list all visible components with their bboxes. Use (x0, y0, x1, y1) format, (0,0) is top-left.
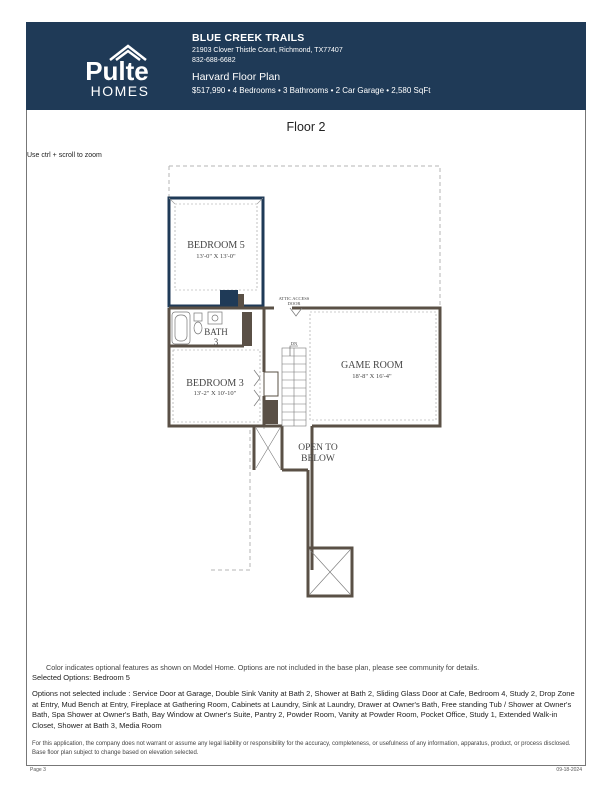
community-address: 21903 Clover Thistle Court, Richmond, TX77407 (192, 47, 343, 54)
logo-wordmark: Pulte (85, 56, 149, 86)
logo-subword: HOMES (90, 83, 150, 99)
plan-specs: $517,990 • 4 Bedrooms • 3 Bathrooms • 2 Car Garage • 2,580 SqFt (192, 86, 431, 95)
legal-disclaimer: For this application, the company does not warrant or assume any legal liability or responsibility for the accuracy, completeness, or usefulness of any information, apparatus, product, or process disclosed. Base floor plan subject to change based on elevation selected. (32, 741, 571, 756)
bath-3-number: 3 (213, 337, 219, 347)
bath-3[interactable] (172, 312, 252, 347)
floor-plan[interactable] (150, 160, 450, 600)
attic-label-1: ATTIC ACCESS (278, 296, 310, 301)
bedroom-5-label: BEDROOM 5 (187, 240, 245, 251)
zoom-hint: Use ctrl + scroll to zoom (27, 152, 102, 159)
game-room-dims: 18'-8" X 16'-4" (352, 373, 392, 380)
plan-name: Harvard Floor Plan (192, 71, 281, 83)
open-below-label-1: OPEN TO (298, 443, 338, 453)
page-number: Page 3 (30, 767, 46, 773)
bedroom-5-dims: 13'-0" X 13'-0" (196, 253, 236, 260)
selected-options: Selected Options: Bedroom 5 (32, 673, 130, 682)
print-date: 09-18-2024 (556, 767, 582, 773)
options-not-selected: Options not selected include : Service Door at Garage, Double Sink Vanity at Bath 2, Shower at Bath 2, Sliding Glass Door at Cafe, Bedroom 4, Study 2, Drop Zone at Entry, Mud Bench at Entry, Fireplace at Gathering Room, Cabinets at Laundry, Sink at Laundry, Drawer at Owner's Bath, Free standing Tub / Shower at Owner's Bath, Spa Shower at Owner's Bath, Bay Window at Owner's Suite, Pantry 2, Powder Room, Vanity at Powder Room, Pocket Office, Study 1, Extended Walk-in Closet, Shower at Bath 3, Media Room (32, 689, 575, 730)
bedroom-3[interactable] (173, 350, 278, 424)
attic-label-2: DOOR (287, 301, 301, 306)
game-room-label: GAME ROOM (341, 360, 403, 371)
open-to-below (256, 428, 350, 594)
floor-title: Floor 2 (286, 120, 326, 134)
bath-3-label: BATH (204, 327, 228, 337)
color-disclaimer: Color indicates optional features as shown on Model Home. Options are not included in the base plan, please see community for details. (46, 663, 480, 672)
staircase[interactable] (282, 341, 306, 426)
attic-access-door[interactable] (279, 296, 310, 316)
community-phone[interactable]: 832-688-6682 (192, 57, 236, 64)
community-name: BLUE CREEK TRAILS (192, 32, 305, 44)
bedroom-5[interactable] (169, 198, 263, 306)
bedroom-3-dims: 13'-2" X 10'-10" (193, 390, 237, 397)
bedroom-5-closet (220, 290, 238, 306)
game-room[interactable] (310, 312, 436, 420)
header-text (192, 32, 430, 95)
header-banner (26, 22, 586, 110)
open-below-label-2: BELOW (301, 454, 335, 464)
stair-dn-label: DN (290, 341, 298, 346)
pulte-logo (62, 30, 172, 106)
bedroom-3-label: BEDROOM 3 (186, 378, 244, 389)
